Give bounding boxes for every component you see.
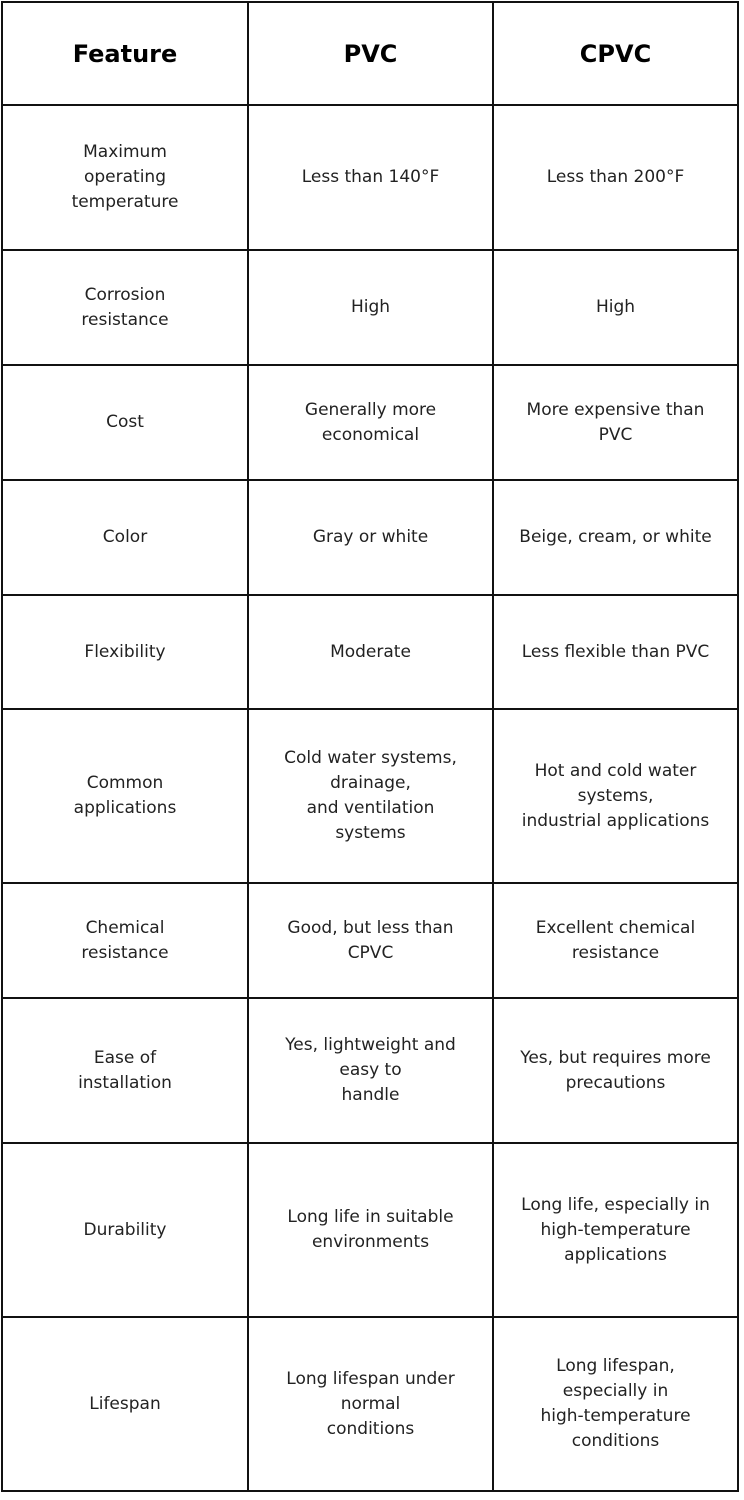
feature-cell: Maximum operating temperature <box>2 105 248 250</box>
cpvc-cell: Long life, especially in high-temperature applications <box>493 1143 738 1317</box>
feature-cell: Corrosion resistance <box>2 250 248 365</box>
feature-cell: Chemical resistance <box>2 883 248 998</box>
pvc-cell: Long lifespan under normal conditions <box>248 1317 493 1491</box>
cpvc-cell: Beige, cream, or white <box>493 480 738 595</box>
pvc-cell: Yes, lightweight and easy to handle <box>248 998 493 1143</box>
pvc-cell: Gray or white <box>248 480 493 595</box>
feature-cell: Lifespan <box>2 1317 248 1491</box>
cpvc-cell: Long lifespan, especially in high-temperature conditions <box>493 1317 738 1491</box>
table-row <box>2 250 738 365</box>
pvc-cell: Generally more economical <box>248 365 493 480</box>
header-feature: Feature <box>2 2 248 105</box>
table-row <box>2 595 738 709</box>
pvc-cell: Less than 140°F <box>248 105 493 250</box>
pvc-cpvc-comparison-table <box>1 1 739 1492</box>
pvc-cell: Long life in suitable environments <box>248 1143 493 1317</box>
feature-cell: Color <box>2 480 248 595</box>
feature-cell: Cost <box>2 365 248 480</box>
table-row <box>2 709 738 883</box>
header-cpvc: CPVC <box>493 2 738 105</box>
cpvc-cell: Less than 200°F <box>493 105 738 250</box>
table-row <box>2 883 738 998</box>
cpvc-cell: Hot and cold water systems, industrial applications <box>493 709 738 883</box>
cpvc-cell: Less flexible than PVC <box>493 595 738 709</box>
table-row <box>2 105 738 250</box>
table-row <box>2 480 738 595</box>
feature-cell: Ease of installation <box>2 998 248 1143</box>
table-row <box>2 998 738 1143</box>
feature-cell: Common applications <box>2 709 248 883</box>
table-row <box>2 365 738 480</box>
header-row <box>2 2 738 105</box>
feature-cell: Flexibility <box>2 595 248 709</box>
cpvc-cell: Yes, but requires more precautions <box>493 998 738 1143</box>
pvc-cell: Moderate <box>248 595 493 709</box>
feature-cell: Durability <box>2 1143 248 1317</box>
header-pvc: PVC <box>248 2 493 105</box>
pvc-cell: High <box>248 250 493 365</box>
pvc-cell: Good, but less than CPVC <box>248 883 493 998</box>
cpvc-cell: More expensive than PVC <box>493 365 738 480</box>
table-row <box>2 1317 738 1491</box>
cpvc-cell: High <box>493 250 738 365</box>
cpvc-cell: Excellent chemical resistance <box>493 883 738 998</box>
pvc-cell: Cold water systems, drainage, and ventilation systems <box>248 709 493 883</box>
table-row <box>2 1143 738 1317</box>
